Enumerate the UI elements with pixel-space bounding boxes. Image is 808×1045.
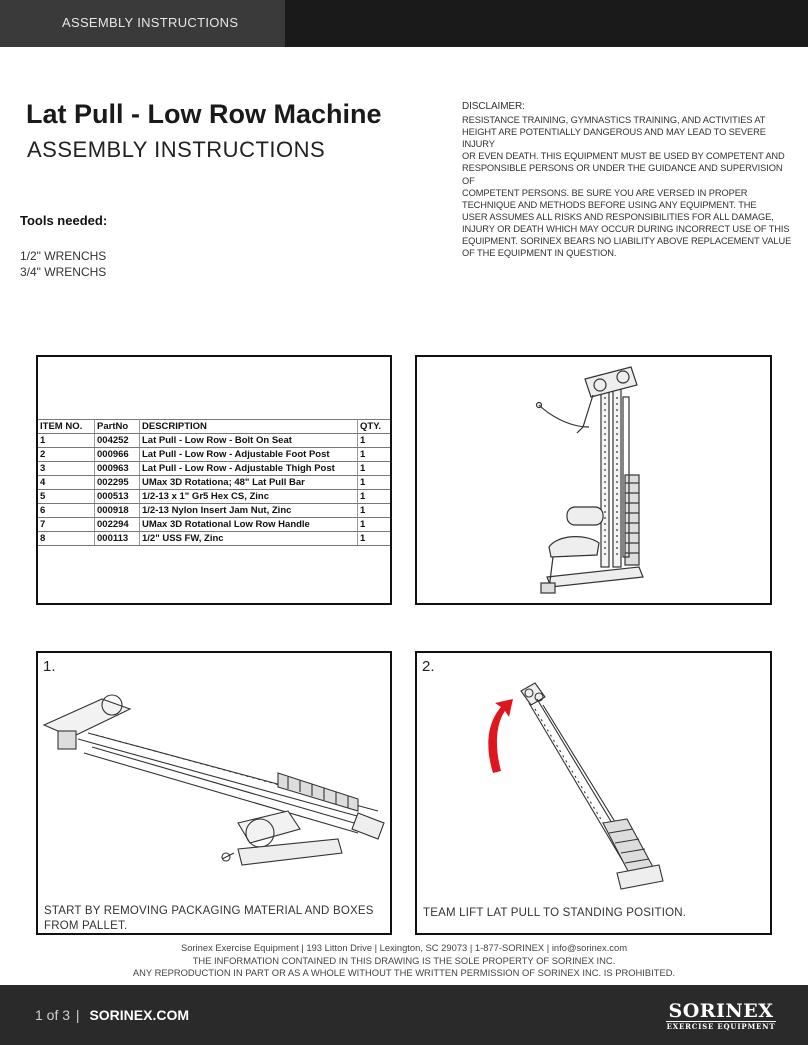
cell-partno: 000963: [95, 462, 140, 476]
cell-item-no: 1: [38, 434, 95, 448]
step-1-box: [36, 651, 392, 935]
cell-qty: 1: [358, 504, 391, 518]
table-row: [38, 476, 390, 490]
parts-table: [38, 419, 390, 546]
cell-partno: 004252: [95, 434, 140, 448]
table-row: [38, 518, 390, 532]
cell-item-no: 4: [38, 476, 95, 490]
page-indicator: [35, 1007, 189, 1023]
brand-name: SORINEX: [668, 1000, 774, 1022]
website-link[interactable]: SORINEX.COM: [89, 1007, 190, 1023]
bottom-bar: [0, 985, 808, 1045]
header-label: ASSEMBLY INSTRUCTIONS: [62, 15, 239, 30]
step-2-drawing: [417, 653, 770, 893]
table-row: [38, 504, 390, 518]
footer-reproduction-line: ANY REPRODUCTION IN PART OR AS A WHOLE WITHOUT THE WRITTEN PERMISSION OF SORINEX INC. IS PROHIBITED.: [132, 967, 676, 978]
column-header-description: DESCRIPTION: [140, 420, 358, 434]
disclaimer: [462, 101, 792, 259]
disclaimer-line: OR EVEN DEATH. THIS EQUIPMENT MUST BE USED BY COMPETENT AND: [462, 151, 785, 162]
cell-description: 1/2" USS FW, Zinc: [140, 532, 358, 546]
cell-qty: 1: [358, 532, 391, 546]
footer-legal: [0, 942, 808, 980]
cell-item-no: 6: [38, 504, 95, 518]
disclaimer-line: RESPONSIBLE PERSONS OR UNDER THE GUIDANCE AND SUPERVISION OF: [462, 163, 783, 186]
cell-item-no: 7: [38, 518, 95, 532]
assembled-machine-box: [415, 355, 772, 605]
cell-partno: 002294: [95, 518, 140, 532]
step-caption: [423, 906, 686, 921]
disclaimer-line: USER ASSUMES ALL RISKS AND RESPONSIBILITIES FOR ALL DAMAGE,: [462, 211, 774, 222]
cell-item-no: 2: [38, 448, 95, 462]
cell-partno: 002295: [95, 476, 140, 490]
step-2-box: [415, 651, 772, 935]
step-number: 1.: [43, 658, 56, 675]
cell-partno: 000918: [95, 504, 140, 518]
disclaimer-line: HEIGHT ARE POTENTIALLY DANGEROUS AND MAY LEAD TO SEVERE INJURY: [462, 127, 766, 150]
cell-partno: 000966: [95, 448, 140, 462]
table-row: [38, 532, 390, 546]
caption-line: START BY REMOVING PACKAGING MATERIAL AND BOXES: [44, 905, 374, 917]
sorinex-logo: [666, 1001, 776, 1031]
cell-description: 1/2-13 Nylon Insert Jam Nut, Zinc: [140, 504, 358, 518]
table-row: [38, 434, 390, 448]
cell-description: Lat Pull - Low Row - Bolt On Seat: [140, 434, 358, 448]
cell-item-no: 3: [38, 462, 95, 476]
assembled-machine-drawing: [417, 357, 770, 603]
tools-list: [20, 248, 106, 280]
header-black-segment: [285, 0, 808, 47]
cell-description: 1/2-13 x 1" Gr5 Hex CS, Zinc: [140, 490, 358, 504]
cell-partno: 000513: [95, 490, 140, 504]
footer-contact-line: Sorinex Exercise Equipment | 193 Litton Drive | Lexington, SC 29073 | 1-877-SORINEX | info@sorinex.com: [180, 942, 628, 953]
cell-description: Lat Pull - Low Row - Adjustable Thigh Post: [140, 462, 358, 476]
parts-list-box: [36, 355, 392, 605]
top-header-bar: [0, 0, 808, 47]
step-number: 2.: [422, 658, 435, 675]
disclaimer-heading: DISCLAIMER:: [462, 101, 525, 112]
caption-line: TEAM LIFT LAT PULL TO STANDING POSITION.: [423, 907, 687, 919]
disclaimer-line: RESISTANCE TRAINING, GYMNASTICS TRAINING, AND ACTIVITIES AT: [462, 115, 766, 126]
disclaimer-line: OF THE EQUIPMENT IN QUESTION.: [462, 248, 617, 259]
tool-item: 3/4" WRENCHS: [20, 265, 107, 279]
table-row: [38, 448, 390, 462]
column-header-item-no: ITEM NO.: [38, 420, 95, 434]
cell-qty: 1: [358, 434, 391, 448]
step-caption: [44, 904, 374, 934]
parts-table-header-row: [38, 420, 390, 434]
cell-description: UMax 3D Rotationa; 48" Lat Pull Bar: [140, 476, 358, 490]
table-row: [38, 490, 390, 504]
cell-qty: 1: [358, 448, 391, 462]
cell-qty: 1: [358, 462, 391, 476]
page-subtitle: ASSEMBLY INSTRUCTIONS: [27, 137, 326, 162]
step-1-drawing: [38, 653, 390, 891]
disclaimer-line: TECHNIQUE AND METHODS BEFORE USING ANY EQUIPMENT. THE: [462, 199, 757, 210]
cell-qty: 1: [358, 476, 391, 490]
table-row: [38, 462, 390, 476]
disclaimer-line: EQUIPMENT. SORINEX BEARS NO LIABILITY ABOVE REPLACEMENT VALUE: [462, 236, 792, 247]
cell-qty: 1: [358, 490, 391, 504]
lift-direction-arrow-icon: [488, 699, 513, 773]
page-title: Lat Pull - Low Row Machine: [26, 99, 382, 129]
caption-line: FROM PALLET.: [44, 920, 128, 932]
tool-item: 1/2" WRENCHS: [20, 249, 107, 263]
tools-heading: Tools needed:: [20, 213, 108, 228]
brand-tagline: EXERCISE EQUIPMENT: [666, 1022, 776, 1031]
page-separator: |: [75, 1007, 80, 1023]
cell-item-no: 8: [38, 532, 95, 546]
cell-qty: 1: [358, 518, 391, 532]
footer-property-line: THE INFORMATION CONTAINED IN THIS DRAWING IS THE SOLE PROPERTY OF SORINEX INC.: [192, 954, 616, 966]
column-header-partno: PartNo: [95, 420, 140, 434]
cell-description: Lat Pull - Low Row - Adjustable Foot Post: [140, 448, 358, 462]
disclaimer-line: INJURY OR DEATH WHICH MAY OCCUR DURING INCORRECT USE OF THIS: [462, 223, 790, 234]
cell-item-no: 5: [38, 490, 95, 504]
cell-partno: 000113: [95, 532, 140, 546]
cell-description: UMax 3D Rotational Low Row Handle: [140, 518, 358, 532]
disclaimer-line: COMPETENT PERSONS. BE SURE YOU ARE VERSED IN PROPER: [462, 187, 748, 198]
column-header-qty: QTY.: [358, 420, 391, 434]
page-number: 1 of 3: [35, 1007, 71, 1023]
